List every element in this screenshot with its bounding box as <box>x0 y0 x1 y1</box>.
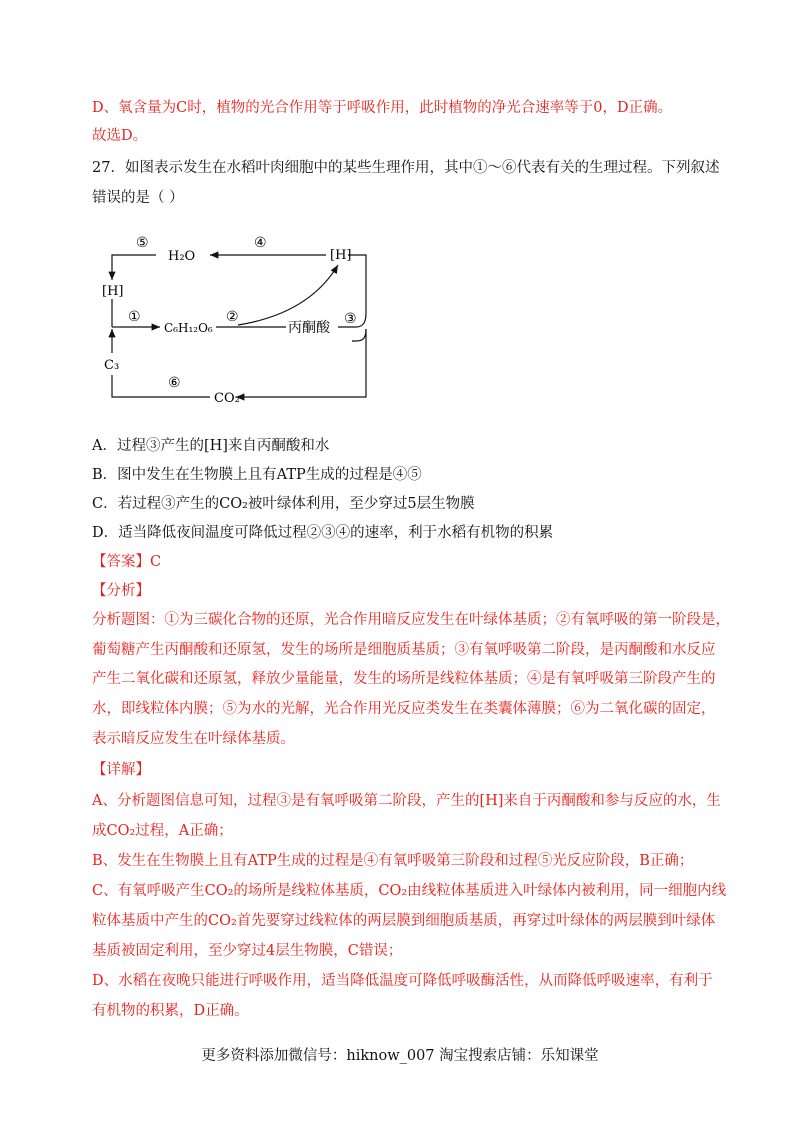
arrow-6 <box>112 375 210 397</box>
co2-label: CO₂ <box>214 391 240 406</box>
pyruvate-label: 丙酮酸 <box>288 320 330 336</box>
h-left-label: [H] <box>102 284 124 299</box>
prev-option-d: D、氧含量为C时，植物的光合作用等于呼吸作用，此时植物的净光合速率等于0，D正确。 <box>92 100 673 116</box>
detail-line-6: 基质被固定利用，至少穿过4层生物膜，C错误； <box>92 943 403 959</box>
answer: 【答案】C <box>92 554 162 570</box>
arrow-3-co2 <box>236 329 366 397</box>
option-b: B．图中发生在生物膜上且有ATP生成的过程是④⑤ <box>92 467 422 483</box>
glucose-label: C₆H₁₂O₆ <box>164 321 213 335</box>
prev-conclusion: 故选D。 <box>92 128 148 144</box>
analysis-heading: 【分析】 <box>92 583 150 599</box>
process-diagram <box>98 225 388 410</box>
c3-label: C₃ <box>104 358 120 373</box>
detail-heading: 【详解】 <box>92 762 150 778</box>
detail-line-4: C、有氧呼吸产生CO₂的场所是线粒体基质，CO₂由线粒体基质进入叶绿体内被利用，同一细胞内线 <box>92 883 727 899</box>
arrow-5 <box>112 255 156 280</box>
label-5: ⑤ <box>136 235 149 251</box>
question-line-1: 27．如图表示发生在水稻叶肉细胞中的某些生理作用，其中①～⑥代表有关的生理过程。下列叙述 <box>92 160 720 176</box>
footer-promo: 更多资料添加微信号：hiknow_007 淘宝搜索店铺：乐知课堂 <box>201 1048 599 1064</box>
analysis-line-2: 葡萄糖产生丙酮酸和还原氢，发生的场所是细胞质基质；③有氧呼吸第二阶段，是丙酮酸和水反应 <box>92 642 716 658</box>
detail-line-8: 有机物的积累，D正确。 <box>92 1003 249 1019</box>
label-1: ① <box>128 309 141 325</box>
label-6: ⑥ <box>168 375 181 391</box>
label-3: ③ <box>344 311 357 327</box>
detail-line-3: B、发生在生物膜上且有ATP生成的过程是④有氧呼吸第三阶段和过程⑤光反应阶段，B正确； <box>92 853 694 869</box>
h2o-label: H₂O <box>168 249 196 264</box>
detail-line-7: D、水稻在夜晚只能进行呼吸作用，适当降低温度可降低呼吸酶活性，从而降低呼吸速率，有利于 <box>92 973 713 989</box>
question-line-2: 错误的是（ ） <box>92 190 184 206</box>
detail-line-5: 粒体基质中产生的CO₂首先要穿过线粒体的两层膜到细胞质基质，再穿过叶绿体的两层膜到叶绿体 <box>92 913 716 929</box>
h-top-label: [H] <box>330 248 352 263</box>
analysis-line-3: 产生二氧化碳和还原氢，释放少量能量，发生的场所是线粒体基质；④是有氧呼吸第三阶段产生的 <box>92 671 716 687</box>
right-frame-top <box>348 255 366 313</box>
detail-line-2: 成CO₂过程，A正确； <box>92 823 233 839</box>
label-4: ④ <box>254 235 267 251</box>
detail-line-1: A、分析题图信息可知，过程③是有氧呼吸第二阶段，产生的[H]来自于丙酮酸和参与反应的水，生 <box>92 793 721 809</box>
option-a: A．过程③产生的[H]来自丙酮酸和水 <box>92 438 330 454</box>
option-c: C．若过程③产生的CO₂被叶绿体利用，至少穿过5层生物膜 <box>92 496 475 512</box>
analysis-line-5: 表示暗反应发生在叶绿体基质。 <box>92 731 295 747</box>
label-2: ② <box>226 309 239 325</box>
arrow-2-to-h <box>238 265 338 325</box>
analysis-line-4: 水，即线粒体内膜；⑤为水的光解，光合作用光反应类发生在类囊体薄膜；⑥为二氧化碳的固定， <box>92 701 716 717</box>
option-d: D．适当降低夜间温度可降低过程②③④的速率，利于水稻有机物的积累 <box>92 525 554 541</box>
analysis-line-1: 分析题图：①为三碳化合物的还原，光合作用暗反应发生在叶绿体基质；②有氧呼吸的第一阶段是， <box>92 612 730 628</box>
